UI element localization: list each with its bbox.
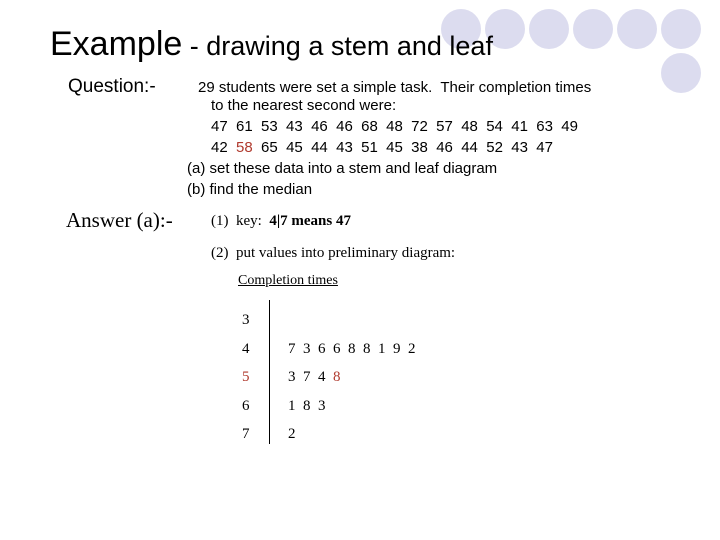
stem-3: 3 <box>242 312 250 328</box>
answer-step-2: (2) put values into preliminary diagram: <box>211 245 456 261</box>
stem-leaf-divider <box>269 300 270 444</box>
question-line-4 <box>211 138 553 158</box>
data-values-start: 42 <box>211 139 237 156</box>
question-line-1: 29 students were set a simple task. Their completion times <box>198 79 592 96</box>
question-part-a: (a) set these data into a stem and leaf diagram <box>187 160 498 177</box>
title-subtitle: - drawing a stem and leaf <box>182 31 493 61</box>
stem-7: 7 <box>242 426 250 442</box>
page-title <box>50 24 493 66</box>
question-line-2: to the nearest second were: <box>211 97 397 114</box>
question-part-b: (b) find the median <box>187 181 313 198</box>
data-values-end: 65 45 44 43 51 45 38 46 44 52 43 47 <box>252 139 553 156</box>
diagram-caption: Completion times <box>238 273 338 288</box>
leaves-5-values: 3 7 4 <box>288 369 333 385</box>
key-definition: 4|7 means 47 <box>269 213 351 229</box>
stem-5: 5 <box>242 369 250 385</box>
title-main: Example <box>50 25 183 63</box>
question-line-3: 47 61 53 43 46 46 68 48 72 57 48 54 41 63 49 <box>211 118 578 135</box>
highlighted-value: 58 <box>236 139 253 156</box>
leaf-highlight: 8 <box>333 369 341 385</box>
step-1-prefix: (1) key: <box>211 213 270 229</box>
question-label: Question:- <box>68 76 156 97</box>
answer-label: Answer (a):- <box>66 208 173 232</box>
leaves-4: 7 3 6 6 8 8 1 9 2 <box>288 341 416 357</box>
stem-6: 6 <box>242 398 250 414</box>
leaves-7: 2 <box>288 426 296 442</box>
stem-4: 4 <box>242 341 250 357</box>
leaves-5 <box>288 369 341 386</box>
leaves-6: 1 8 3 <box>288 398 326 414</box>
answer-step-1 <box>211 213 351 230</box>
